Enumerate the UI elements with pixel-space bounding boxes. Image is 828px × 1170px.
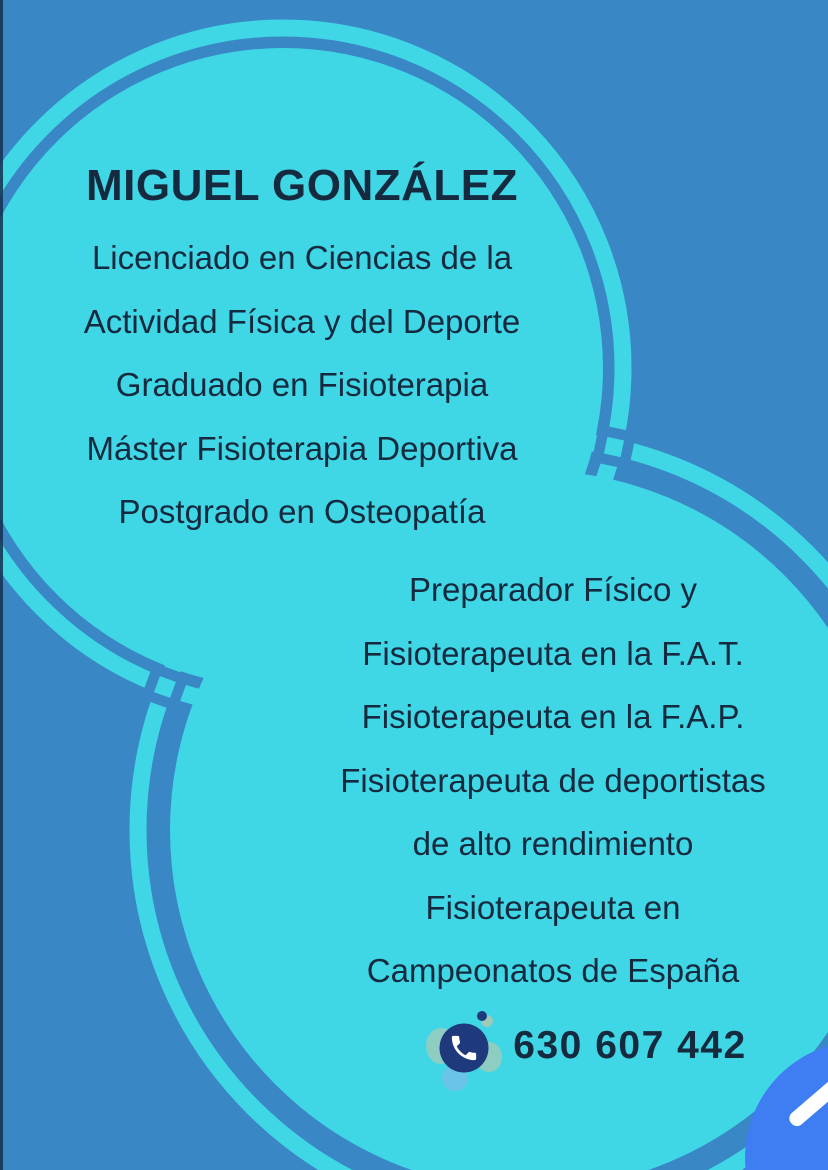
ring-gap-fragment	[604, 437, 624, 457]
role-line-6: Fisioterapeuta en	[425, 888, 681, 926]
role-line-4: Fisioterapeuta de deportistas	[340, 761, 766, 799]
phone-badge-dot	[477, 1011, 487, 1021]
credential-line-3: Graduado en Fisioterapia	[115, 366, 489, 403]
credential-line-2: Actividad Física y del Deporte	[83, 302, 521, 340]
role-line-5: de alto rendimiento	[412, 825, 694, 862]
credential-line-5: Postgrado en Osteopatía	[118, 493, 486, 530]
credential-line-4: Máster Fisioterapia Deportiva	[86, 429, 518, 467]
roles-block	[253, 558, 828, 1003]
role-line-2: Fisioterapeuta en la F.A.T.	[362, 634, 744, 672]
role-line-3: Fisioterapeuta en la F.A.P.	[361, 698, 745, 735]
credential-line-1: Licenciado en Ciencias de la	[91, 239, 513, 276]
role-line-7: Campeonatos de España	[366, 952, 740, 989]
credentials-block	[0, 150, 604, 544]
role-line-1: Preparador Físico y	[409, 571, 697, 608]
phone-number: 630 607 442	[513, 1024, 747, 1067]
page-title: MIGUEL GONZÁLEZ	[85, 161, 518, 210]
